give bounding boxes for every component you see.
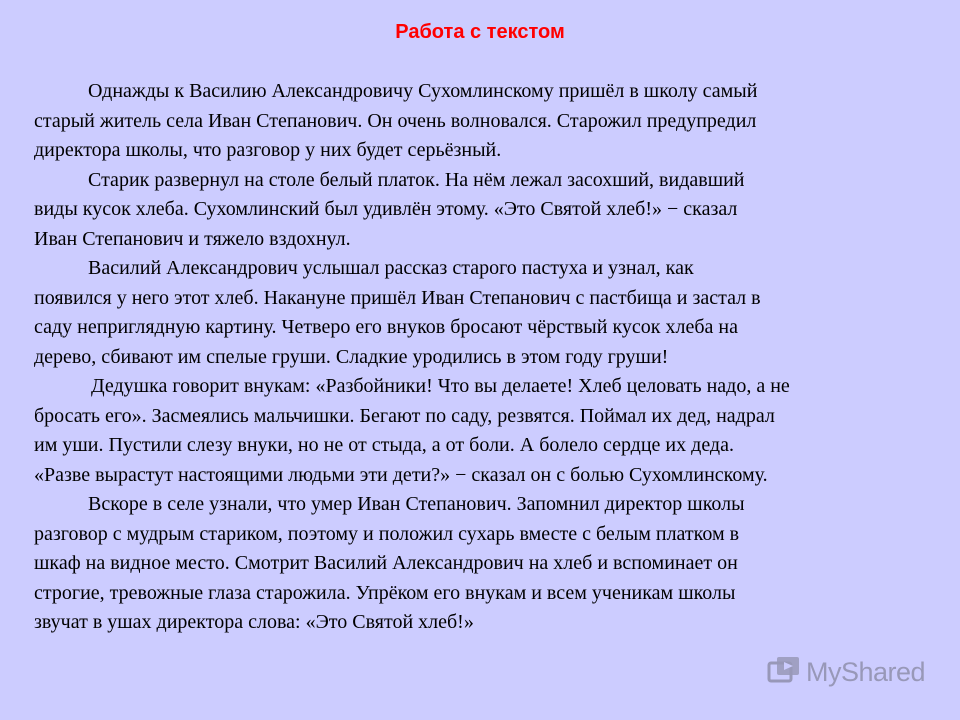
watermark-text: MyShared — [806, 656, 926, 687]
text-line: виды кусок хлеба. Сухомлинский был удивлён этому. «Это Святой хлеб!» − сказал — [34, 198, 738, 220]
slide-title: Работа с текстом — [395, 21, 565, 43]
text-line: старый житель села Иван Степанович. Он очень волновался. Старожил предупредил — [34, 109, 757, 132]
myshared-logo-icon — [766, 654, 802, 690]
text-line: разговор с мудрым стариком, поэтому и положил сухарь вместе с белым платком в — [34, 522, 740, 545]
text-line: бросать его». Засмеялись мальчишки. Бегают по саду, резвятся. Поймал их дед, надрал — [34, 404, 775, 427]
text-line: директора школы, что разговор у них будет серьёзный. — [34, 139, 502, 161]
text-line: саду неприглядную картину. Четверо его внуков бросают чёрствый кусок хлеба на — [34, 316, 738, 338]
text-line: Дедушка говорит внукам: «Разбойники! Что вы делаете! Хлеб целовать надо, а не — [91, 375, 790, 397]
text-line: Однажды к Василию Александровичу Сухомлинскому пришёл в школу самый — [88, 80, 758, 102]
text-line: Иван Степанович и тяжело вздохнул. — [34, 227, 351, 250]
story-text — [34, 77, 940, 638]
text-line: звучат в ушах директора слова: «Это Святой хлеб!» — [34, 611, 474, 633]
text-line: Вскоре в селе узнали, что умер Иван Степанович. Запомнил директор школы — [88, 493, 745, 515]
text-line: им уши. Пустили слезу внуки, но не от стыда, а от боли. А болело сердце их деда. — [34, 434, 734, 456]
text-line: дерево, сбивают им спелые груши. Сладкие уродились в этом году груши! — [34, 345, 669, 368]
text-line: строгие, тревожные глаза старожила. Упрёком его внукам и всем ученикам школы — [34, 581, 736, 604]
text-line: Василий Александрович услышал рассказ старого пастуха и узнал, как — [88, 257, 694, 279]
myshared-watermark — [766, 654, 925, 690]
text-line: Старик развернул на столе белый платок. На нём лежал засохший, видавший — [88, 168, 745, 191]
text-line: появился у него этот хлеб. Накануне пришёл Иван Степанович с пастбища и застал в — [34, 286, 761, 309]
text-line: шкаф на видное место. Смотрит Василий Александрович на хлеб и вспоминает он — [34, 552, 738, 574]
text-line: «Разве вырастут настоящими людьми эти дети?» − сказал он с болью Сухомлинскому. — [34, 463, 768, 486]
